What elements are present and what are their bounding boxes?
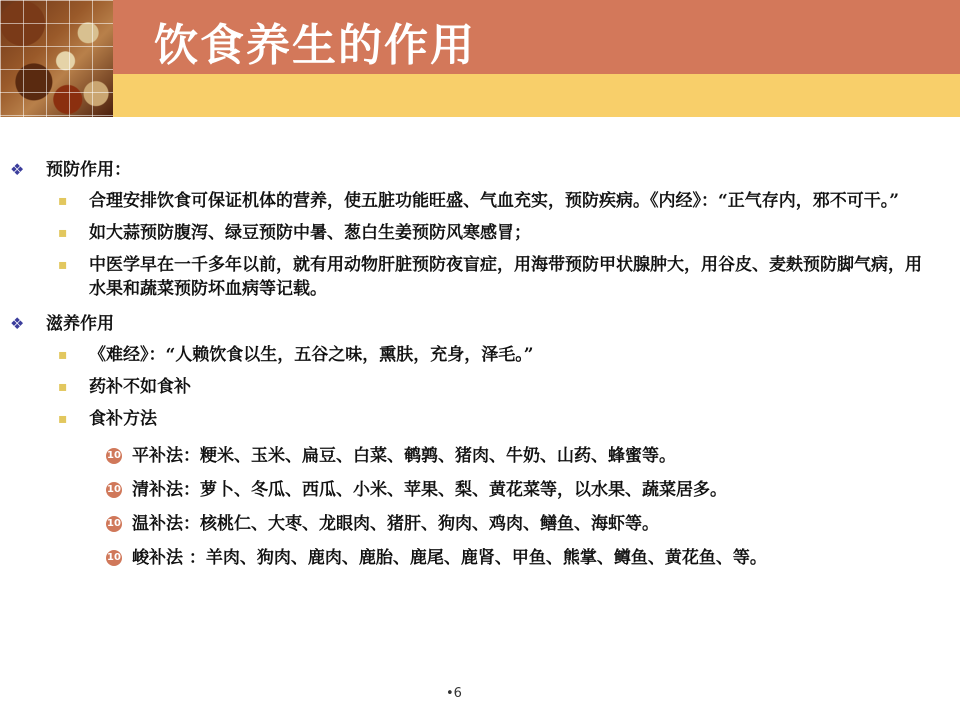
section-heading-nourishment [0,309,960,339]
list-item [0,253,960,301]
list-item [0,407,960,431]
section-heading-text: 预防作用： [46,160,131,180]
circled-number-bullet-icon: 10 [106,550,122,566]
method-item-text: 峻补法 ：羊肉、狗肉、鹿肉、鹿胎、鹿尾、鹿肾、甲鱼、熊掌、鳟鱼、黄花鱼、等。 [132,548,767,568]
subtitle-band [113,74,960,117]
method-item-text: 清补法：萝卜、冬瓜、西瓜、小米、苹果、梨、黄花菜等，以水果、蔬菜居多。 [132,480,727,500]
square-bullet-icon: ▪ [58,347,68,363]
square-bullet-icon: ▪ [58,379,68,395]
page-number [446,686,462,701]
method-item-text: 平补法：粳米、玉米、扁豆、白菜、鹌鹑、猪肉、牛奶、山药、蜂蜜等。 [132,446,676,466]
diamond-bullet-icon: ❖ [10,314,25,333]
circled-number-bullet-icon: 10 [106,516,122,532]
method-item-text: 温补法：核桃仁、大枣、龙眼肉、猪肝、狗肉、鸡肉、鳝鱼、海虾等。 [132,514,659,534]
section-heading-text: 滋养作用 [46,314,114,334]
page-number-value: 6 [453,686,462,701]
circled-number-bullet-icon: 10 [106,448,122,464]
list-item [0,375,960,399]
list-item-text: 如大蒜预防腹泻、绿豆预防中暑、葱白生姜预防风寒感冒； [89,223,531,243]
square-bullet-icon: ▪ [58,193,68,209]
square-bullet-icon: ▪ [58,225,68,241]
list-item-text: 药补不如食补 [89,377,191,397]
square-bullet-icon: ▪ [58,411,68,427]
list-item [0,221,960,245]
method-item [0,507,960,541]
method-item [0,473,960,507]
method-item [0,439,960,473]
square-bullet-icon: ▪ [58,257,68,273]
diamond-bullet-icon: ❖ [10,160,25,179]
list-item-text: 合理安排饮食可保证机体的营养，使五脏功能旺盛、气血充实，预防疾病。《内经》：“正气存内，邪不可干。” [89,191,900,211]
circled-number-bullet-icon: 10 [106,482,122,498]
list-item [0,189,960,213]
method-item [0,541,960,575]
section-heading-prevention [0,155,960,185]
page-number-prefix: • [446,686,454,701]
list-item-text: 中医学早在一千多年以前，就有用动物肝脏预防夜盲症，用海带预防甲状腺肿大，用谷皮、麦麸预防脚气病，用水果和蔬菜预防坏血病等记载。 [89,255,922,299]
slide-title: 饮食养生的作用 [154,20,476,71]
list-item [0,343,960,367]
list-item-text: 食补方法 [89,409,157,429]
slide-content [0,155,960,575]
list-item-text: 《难经》：“人赖饮食以生，五谷之味，熏肤，充身，泽毛。” [89,345,534,365]
header-food-photo [0,0,113,117]
photo-grid-overlay [0,0,113,117]
